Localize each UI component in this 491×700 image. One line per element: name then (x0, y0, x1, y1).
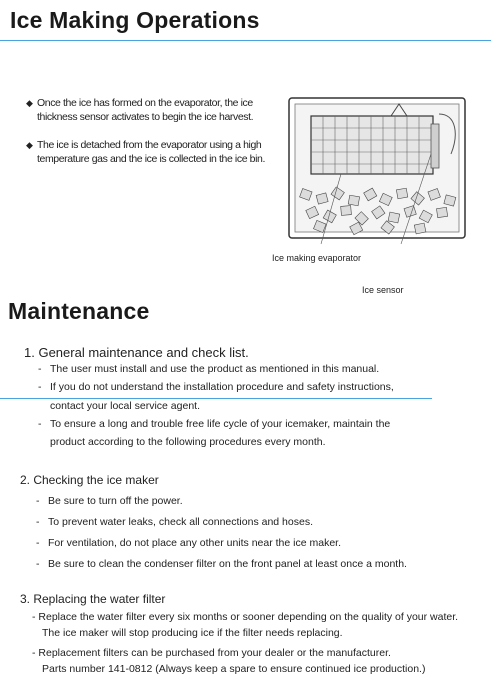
list-item-continuation: product according to the following procedures every month. (50, 436, 326, 448)
list-item: - Replacement filters can be purchased from your dealer or the manufacturer. (32, 647, 391, 659)
maintenance-title: Maintenance (8, 298, 150, 324)
bullet-text-2: The ice is detached from the evaporator using a high temperature gas and the ice is collected in the ice bin. (37, 139, 265, 165)
bullet-text-1: Once the ice has formed on the evaporator, the ice thickness sensor activates to begin the ice harvest. (37, 97, 254, 123)
label-ice-sensor: Ice sensor (362, 285, 404, 295)
label-ice-making-evaporator: Ice making evaporator (272, 253, 362, 263)
page-title: Ice Making Operations (10, 7, 260, 33)
subheading-general: 1. General maintenance and check list. (24, 345, 249, 360)
list-item-continuation: The ice maker will stop producing ice if the filter needs replacing. (42, 627, 343, 639)
list-item: - To prevent water leaks, check all connections and hoses. (36, 516, 313, 528)
list-item: - For ventilation, do not place any other units near the ice maker. (36, 537, 342, 549)
list-item: - To ensure a long and trouble free life cycle of your icemaker, maintain the (38, 418, 391, 430)
diamond-bullet-icon: ◆ (26, 140, 33, 150)
list-item: - Be sure to turn off the power. (36, 495, 183, 507)
sensor-arm (431, 124, 439, 168)
list-item: - If you do not understand the installation procedure and safety instructions, (38, 381, 394, 393)
title-rule (0, 40, 491, 41)
list-item: - The user must install and use the product as mentioned in this manual. (38, 363, 380, 375)
list-item-continuation: contact your local service agent. (50, 400, 200, 412)
list-item: - Be sure to clean the condenser filter on the front panel at least once a month. (36, 558, 407, 570)
subheading-water-filter: 3. Replacing the water filter (20, 592, 166, 606)
list-item: - Replace the water filter every six months or sooner depending on the quality of your water. (32, 611, 459, 623)
list-item-continuation: Parts number 141-0812 (Always keep a spare to ensure continued ice production.) (42, 663, 426, 675)
ice-maker-figure (281, 94, 473, 244)
evaporator-frame (311, 116, 433, 174)
subheading-checking: 2. Checking the ice maker (20, 473, 159, 487)
diamond-bullet-icon: ◆ (26, 98, 33, 108)
